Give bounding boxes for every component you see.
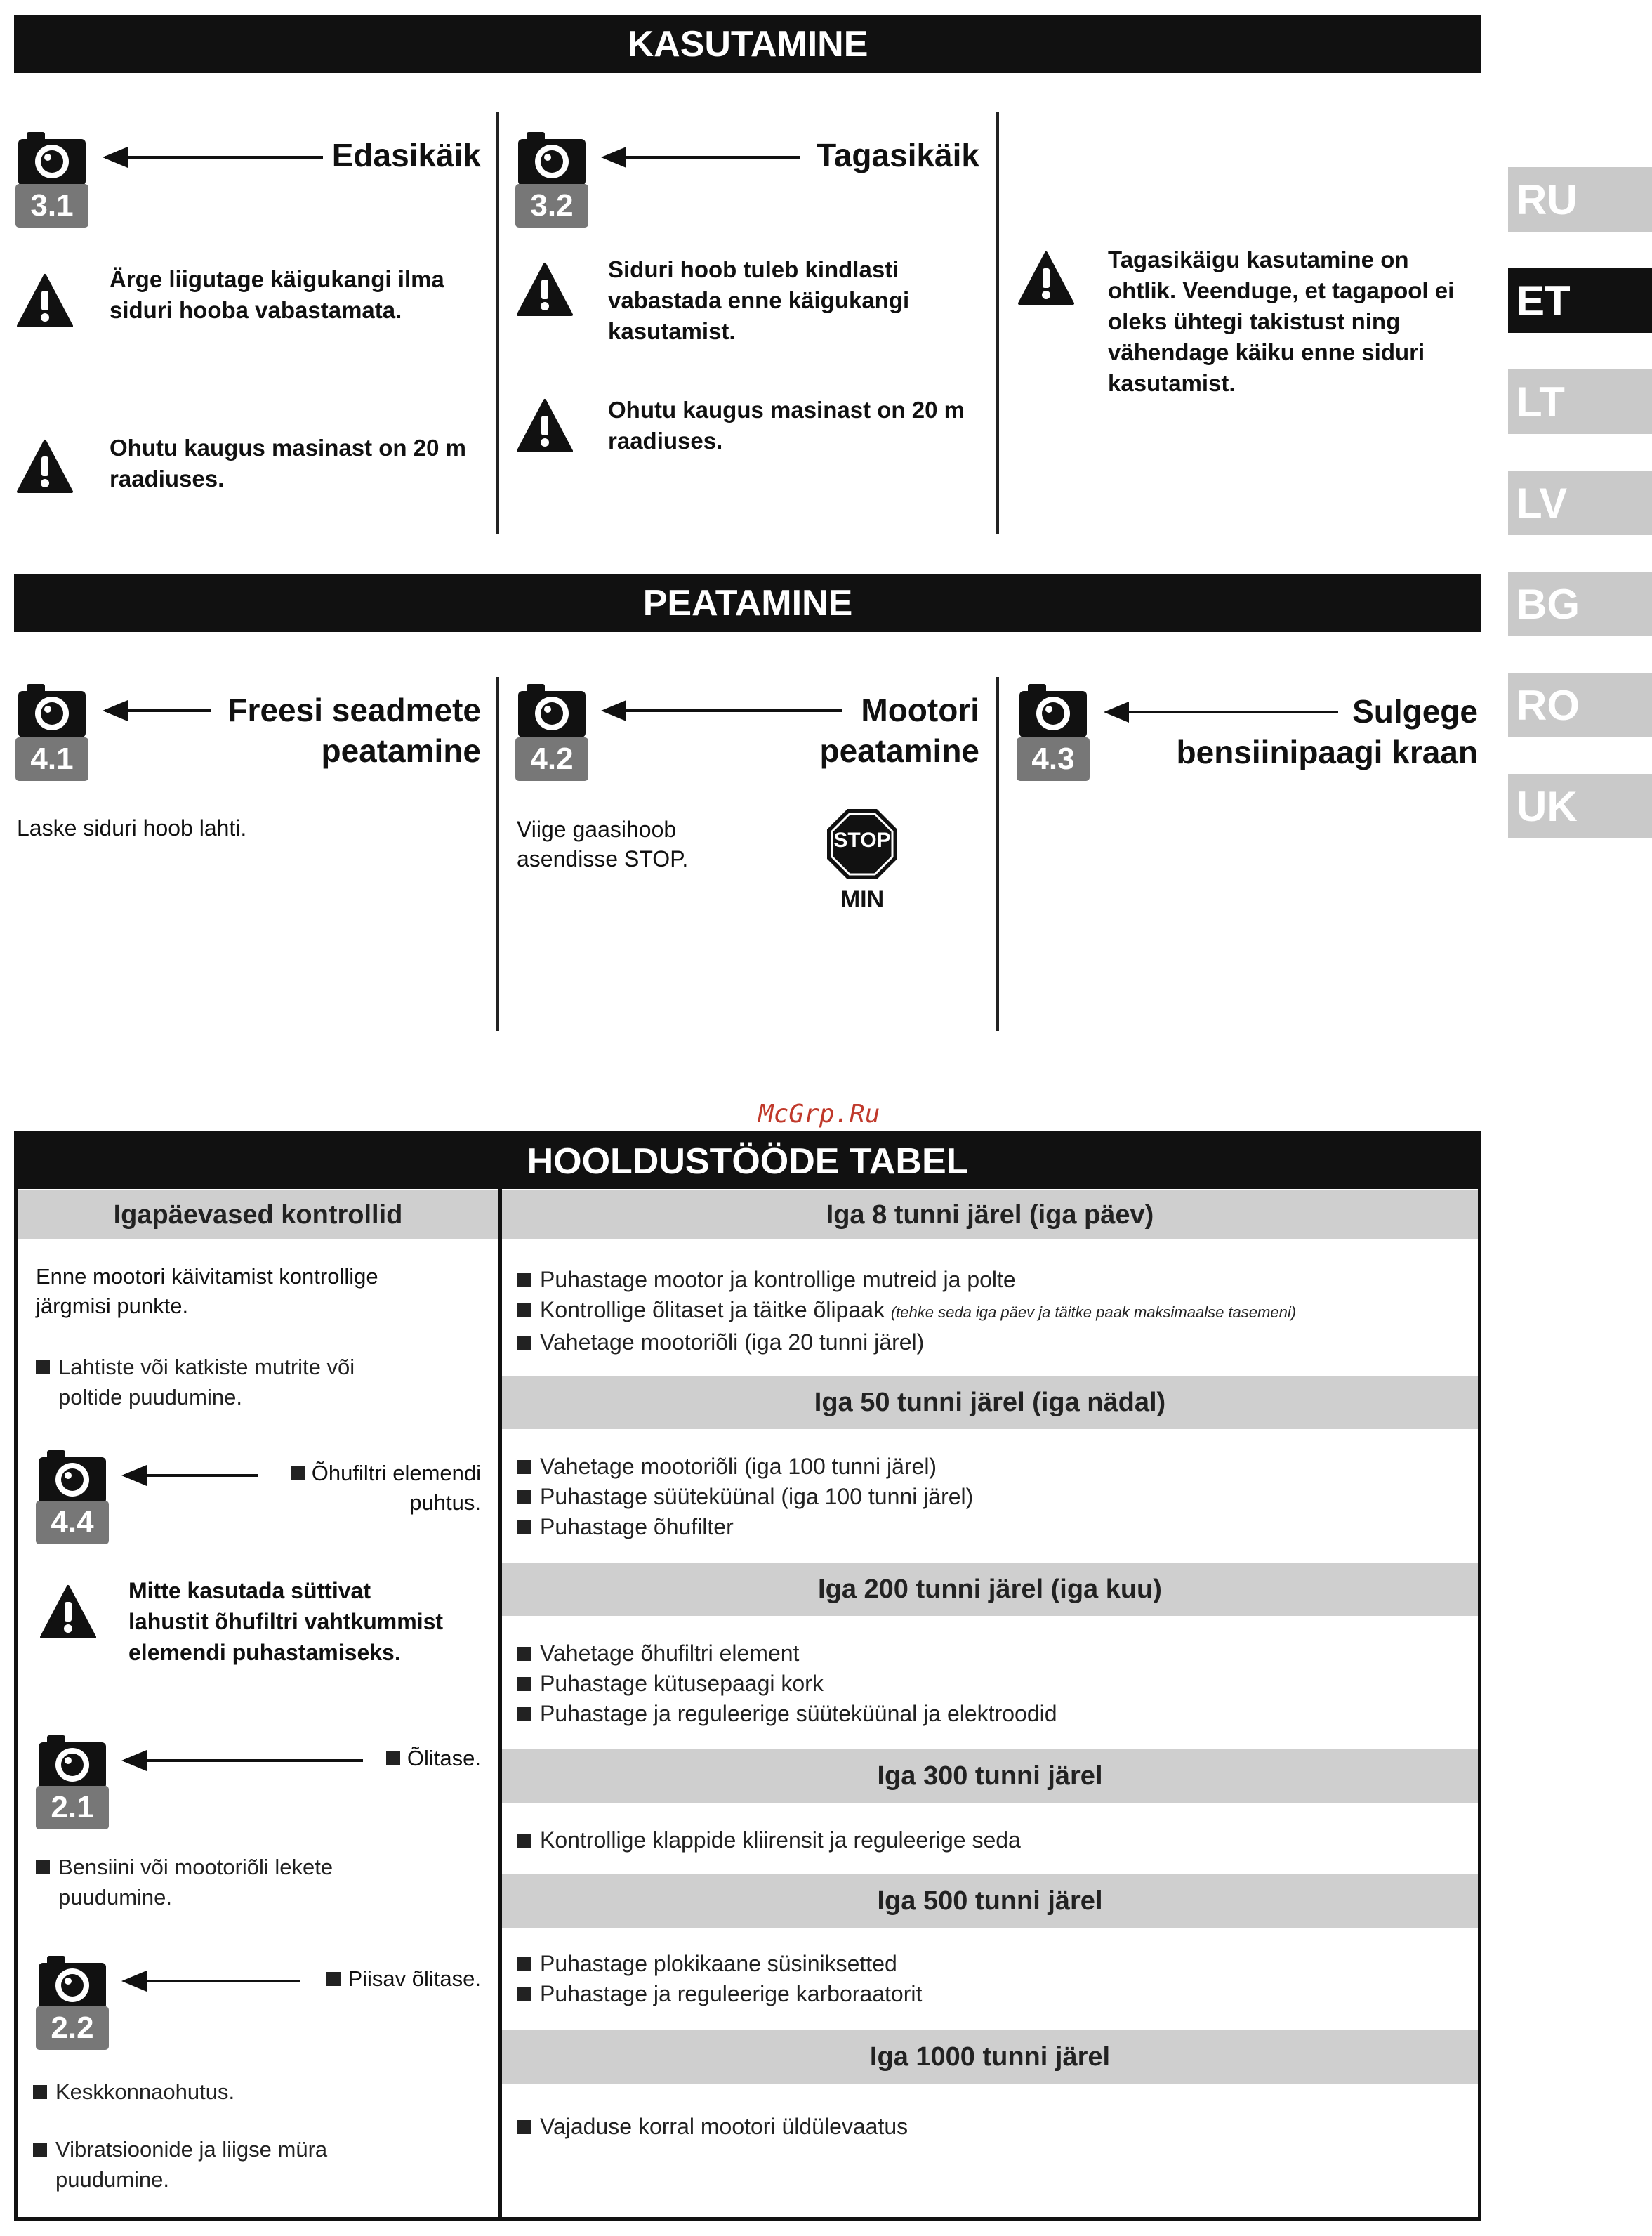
text-line: Õlitase. [407,1746,481,1770]
warning-text [128,1575,483,1668]
section-title [772,690,979,771]
warning-text: Ärge liigutage käigukangi ilma siduri hooba vabastamata. [110,266,444,323]
list-item [517,1949,922,1979]
interval-items [517,1949,922,2009]
bullet-square-icon [517,1987,531,2001]
interval-header: Iga 1000 tunni järel [502,2030,1478,2084]
left-check-item [36,1352,485,1412]
bullet-square-icon [36,1360,50,1374]
language-tab-bg[interactable]: BG [1508,572,1652,636]
warning-icon [517,397,573,454]
figure-badge: 3.1 [15,184,88,228]
reference-label [369,1744,481,1773]
item-text: Kontrollige klappide kliirensit ja reguleerige seda [540,1827,1021,1853]
list-item [517,1979,922,2009]
text-line: järgmisi punkte. [36,1294,189,1318]
bullet-square-icon [517,1336,531,1350]
figure-badge: 4.2 [515,737,588,781]
column-divider [496,677,499,1031]
item-text: Vahetage mootoriõli (iga 20 tunni järel) [540,1329,925,1355]
section-header-peatamine: PEATAMINE [14,574,1481,632]
warning-text: Ohutu kaugus masinast on 20 m raadiuses. [608,397,965,454]
bullet-square-icon [33,2085,47,2099]
bullet-square-icon [517,1677,531,1691]
table-title: HOOLDUSTÖÖDE TABEL [18,1134,1478,1189]
bullet-square-icon [517,1490,531,1504]
text-line: asendisse STOP. [517,846,689,872]
interval-items [517,2112,908,2142]
list-item [517,1265,1296,1295]
figure-badge: 2.1 [36,1786,109,1829]
item-text: Puhastage kütusepaagi kork [540,1671,824,1696]
stop-sign-icon [826,808,899,881]
camera-icon [36,1445,109,1508]
bullet-square-icon [517,1303,531,1317]
title-line: bensiinipaagi kraan [1176,734,1478,770]
text-line: lahustit õhufiltri vahtkummist [128,1609,444,1634]
maintenance-table [14,1131,1481,2221]
warning-icon [40,1584,96,1640]
text-line: Õhufiltri elemendi [311,1461,481,1485]
language-tab-lv[interactable]: LV [1508,471,1652,535]
instruction-text: Laske siduri hoob lahti. [17,815,247,841]
text-line: puhtus. [409,1490,481,1515]
interval-header: Iga 500 tunni järel [502,1874,1478,1928]
arrow-left-icon [105,156,323,159]
interval-items [517,1825,1021,1855]
warning-icon [17,272,73,329]
text-line: Viige gaasihoob [517,817,677,842]
reference-label [256,1459,481,1518]
list-item [517,1452,973,1482]
min-label: MIN [840,886,885,913]
column-divider [996,112,999,534]
camera-icon [36,1730,109,1793]
text-line: Piisav õlitase. [348,1966,481,1991]
figure-badge: 2.2 [36,2006,109,2050]
text-line: poltide puudumine. [58,1385,242,1409]
interval-header: Iga 8 tunni järel (iga päev) [502,1190,1478,1239]
warning-text: Siduri hoob tuleb kindlasti vabastada enne käigukangi kasutamist. [608,256,910,344]
list-item [517,2112,908,2142]
warning-text: Ohutu kaugus masinast on 20 m raadiuses. [110,435,466,492]
text-line: Vibratsioonide ja liigse müra [55,2137,328,2162]
list-item [517,1327,1296,1357]
warning-icon [17,438,73,494]
warning-text: Tagasikäigu kasutamine on ohtlik. Veenduge, et tagapool ei oleks ühtegi takistust ning vähendage käiku enne siduri kasutamist. [1108,246,1455,396]
instruction-text [517,815,688,874]
item-text: Puhastage plokikaane süsiniksetted [540,1951,897,1976]
bullet-square-icon [517,1707,531,1721]
figure-badge: 4.1 [15,737,88,781]
list-item [517,1638,1057,1669]
text-line: Bensiini või mootoriõli lekete [58,1855,333,1879]
text-line: puudumine. [58,1885,173,1909]
language-tab-lt[interactable]: LT [1508,369,1652,434]
interval-items [517,1265,1296,1357]
figure-badge: 4.4 [36,1501,109,1544]
camera-icon [15,126,88,190]
reference-label [305,1964,481,1994]
bullet-square-icon [517,2120,531,2134]
item-text: Vahetage mootoriõli (iga 100 tunni järel) [540,1454,937,1479]
list-item [517,1669,1057,1699]
section-header-kasutamine: KASUTAMINE [14,15,1481,73]
arrow-left-icon [124,1759,363,1762]
item-text: Vajaduse korral mootori üldülevaatus [540,2114,908,2139]
item-text: Puhastage ja reguleerige karboraatorit [540,1981,923,2006]
bullet-square-icon [291,1466,305,1480]
column-divider [496,112,499,534]
list-item [517,1699,1057,1729]
section-title [1137,691,1478,772]
arrow-left-icon [604,156,800,159]
bullet-square-icon [326,1972,341,1986]
section-title: Edasikäik [331,137,481,173]
text-line: Enne mootori käivitamist kontrollige [36,1264,378,1289]
arrow-left-icon [105,709,211,712]
interval-header: Iga 300 tunni järel [502,1749,1478,1803]
interval-header: Iga 200 tunni järel (iga kuu) [502,1563,1478,1616]
item-text: Puhastage mootor ja kontrollige mutreid ja polte [540,1267,1016,1292]
column-divider [996,677,999,1031]
title-line: Mootori [861,692,979,728]
bullet-square-icon [517,1647,531,1661]
item-text: Puhastage õhufilter [540,1514,734,1539]
text-line: Keskkonnaohutus. [55,2079,235,2104]
figure-badge: 3.2 [515,184,588,228]
list-item [517,1295,1296,1327]
language-tab-ro[interactable]: RO [1508,673,1652,737]
item-text: Puhastage süüteküünal (iga 100 tunni järel) [540,1484,974,1509]
left-intro [36,1262,485,1321]
list-item [517,1825,1021,1855]
item-text: Kontrollige õlitaset ja täitke õlipaak [540,1297,885,1322]
stop-label: STOP [833,829,891,852]
bullet-square-icon [36,1860,50,1874]
text-line: elemendi puhastamiseks. [128,1640,401,1665]
language-tab-uk[interactable]: UK [1508,774,1652,838]
item-text: Puhastage ja reguleerige süüteküünal ja elektroodid [540,1701,1057,1726]
text-line [128,1575,483,1606]
left-check-item [33,2134,482,2195]
camera-icon [36,1950,109,2013]
interval-header: Iga 50 tunni järel (iga nädal) [502,1376,1478,1429]
item-text: Vahetage õhufiltri element [540,1640,800,1666]
left-check-item [36,1852,485,1912]
item-note: (tehke seda iga päev ja täitke paak maksimaalse tasemeni) [890,1303,1297,1321]
left-column-header: Igapäevased kontrollid [18,1190,498,1239]
arrow-left-icon [124,1980,300,1982]
camera-icon [1017,678,1090,742]
interval-items [517,1638,1057,1729]
list-item [517,1482,973,1512]
figure-badge: 4.3 [1017,737,1090,781]
title-line: Freesi seadmete [227,692,481,728]
camera-icon [515,678,588,742]
arrow-left-icon [124,1474,258,1477]
bullet-square-icon [517,1834,531,1848]
title-line: peatamine [321,732,481,769]
text-line: puudumine. [55,2167,170,2192]
language-tab-et[interactable]: ET [1508,268,1652,333]
bullet-square-icon [517,1273,531,1287]
language-tab-ru[interactable]: RU [1508,167,1652,232]
camera-icon [515,126,588,190]
interval-items [517,1452,973,1542]
warning-text-line: Mitte kasutada süttivat [128,1578,371,1603]
bullet-square-icon [517,1460,531,1474]
warning-icon [517,261,573,317]
bullet-square-icon [33,2143,47,2157]
section-title [211,690,481,771]
bullet-square-icon [517,1520,531,1534]
camera-icon [15,678,88,742]
warning-icon [1018,250,1074,306]
section-title: Tagasikäik [817,137,979,173]
text-line: Lahtiste või katkiste mutrite või [58,1355,355,1379]
bullet-square-icon [517,1957,531,1971]
watermark: McGrp.Ru [758,1100,880,1129]
left-check-item [33,2077,234,2107]
list-item [517,1512,973,1542]
title-line: Sulgege [1352,693,1478,730]
bullet-square-icon [386,1751,400,1765]
title-line: peatamine [819,732,979,769]
